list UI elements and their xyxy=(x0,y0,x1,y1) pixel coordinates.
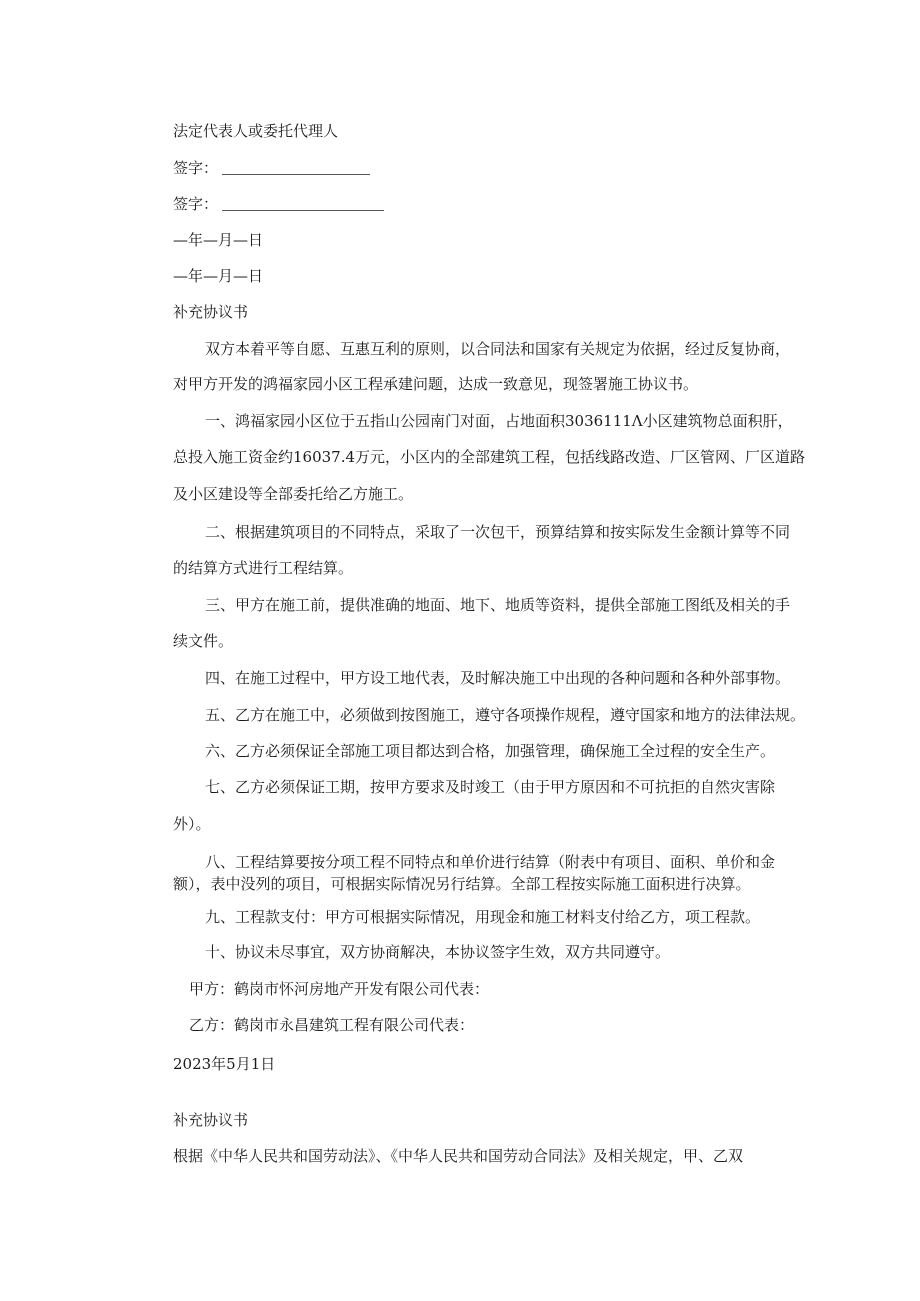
clause-7-line-1: 七、乙方必须保证工期，按甲方要求及时竣工（由于甲方原因和不可抗拒的自然灾害除 xyxy=(205,778,776,796)
clause-3-line-2: 续文件。 xyxy=(173,632,234,650)
agreement-title: 补充协议书 xyxy=(173,303,249,321)
intro-line-2: 对甲方开发的鸿福家园小区工程承建问题，达成一致意见，现签署施工协议书。 xyxy=(173,375,699,393)
clause-1-line-1: 一、鸿福家园小区位于五指山公园南门对面，占地面积3036111Λ小区建筑物总面积肝， xyxy=(205,412,793,430)
signature-row-2 xyxy=(173,194,384,214)
agreement-2-intro: 根据《中华人民共和国劳动法》、《中华人民共和国劳动合同法》及相关规定，甲、乙双 xyxy=(173,1147,744,1165)
clause-2-line-1: 二、根据建筑项目的不同特点，采取了一次包干，预算结算和按实际发生金额计算等不同 xyxy=(205,523,791,541)
date-blank-2: —年—月—日 xyxy=(173,267,264,285)
signature-row-1 xyxy=(173,158,370,178)
signature-label: 签字： xyxy=(173,159,219,177)
clause-7-line-2: 外）。 xyxy=(173,815,211,833)
signature-label: 签字： xyxy=(173,195,219,213)
clause-6: 六、乙方必须保证全部施工项目都达到合格，加强管理，确保施工全过程的安全生产。 xyxy=(205,742,776,760)
clause-1-line-2: 总投入施工资金约16037.4万元，小区内的全部建筑工程，包括线路改造、厂区管网、厂区道路 xyxy=(173,448,806,466)
clause-8-line-1: 八、工程结算要按分项工程不同特点和单价进行结算（附表中有项目、面积、单价和金 xyxy=(205,853,776,871)
date-blank-1: —年—月—日 xyxy=(173,231,264,249)
clause-4: 四、在施工过程中，甲方设工地代表，及时解决施工中出现的各种问题和各种外部事物。 xyxy=(205,669,791,687)
clause-2-line-2: 的结算方式进行工程结算。 xyxy=(173,559,354,577)
party-b: 乙方：鹤岗市永昌建筑工程有限公司代表： xyxy=(189,1016,475,1034)
clause-3-line-1: 三、甲方在施工前，提供准确的地面、地下、地质等资料，提供全部施工图纸及相关的手 xyxy=(205,596,791,614)
agreement-2-title: 补充协议书 xyxy=(173,1111,249,1129)
intro-line-1: 双方本着平等自愿、互惠互利的原则，以合同法和国家有关规定为依据，经过反复协商， xyxy=(205,340,791,358)
clause-9: 九、工程款支付：甲方可根据实际情况，用现金和施工材料支付给乙方，项工程款。 xyxy=(205,908,761,926)
signature-line xyxy=(222,174,370,175)
representative-label: 法定代表人或委托代理人 xyxy=(173,122,339,140)
clause-1-line-3: 及小区建设等全部委托给乙方施工。 xyxy=(173,485,414,503)
party-a: 甲方：鹤岗市怀河房地产开发有限公司代表： xyxy=(189,980,490,998)
clause-10: 十、协议未尽事宜，双方协商解决，本协议签字生效，双方共同遵守。 xyxy=(205,943,671,961)
agreement-date: 2023年5月1日 xyxy=(173,1055,276,1073)
signature-line xyxy=(222,210,384,211)
clause-8-line-2: 额），表中没列的项目，可根据实际情况另行结算。全部工程按实际施工面积进行决算。 xyxy=(173,875,751,893)
clause-5: 五、乙方在施工中，必须做到按图施工，遵守各项操作规程，遵守国家和地方的法律法规。 xyxy=(205,706,806,724)
